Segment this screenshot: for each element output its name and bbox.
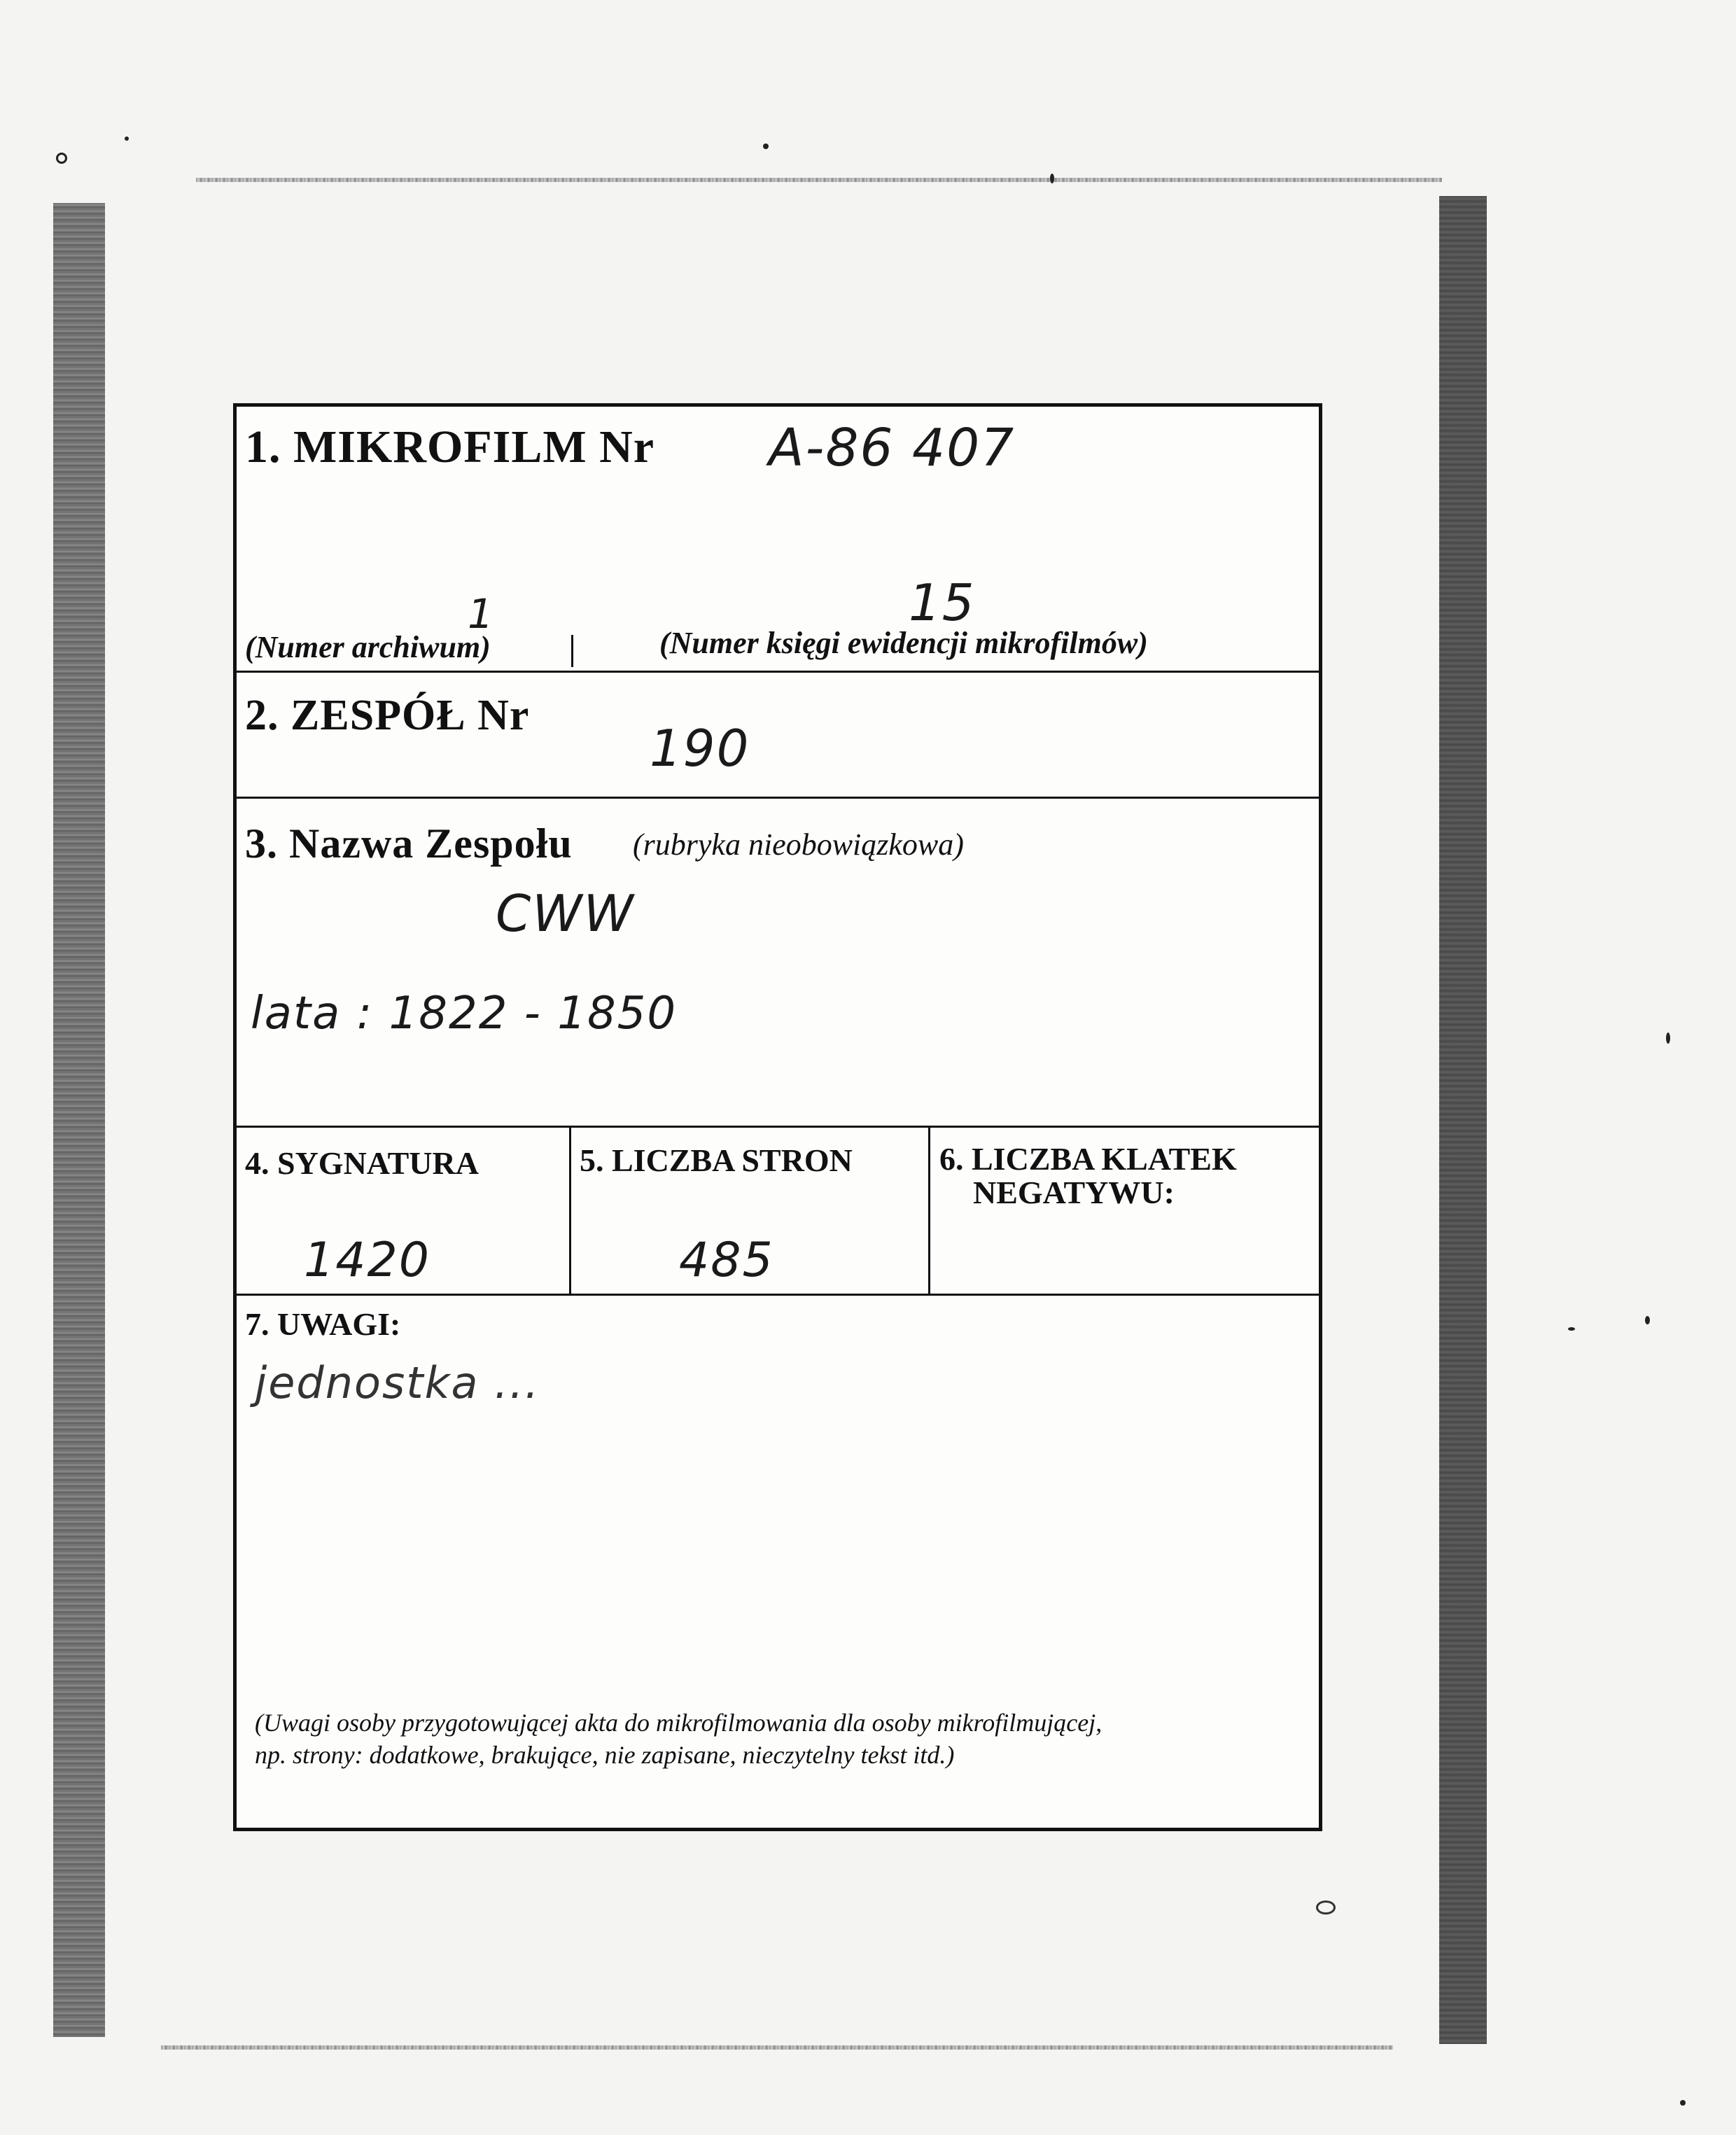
remarks-instructions-line2: np. strony: dodatkowe, brakujące, nie zapisane, nieczytelny tekst itd.) — [255, 1741, 955, 1769]
column-divider — [569, 1128, 571, 1296]
section-remarks — [237, 1296, 1319, 1835]
bottom-film-strip — [161, 2045, 1393, 2050]
microfilm-number-value: A-86 407 — [769, 418, 1016, 478]
page-count-label: 5. LICZBA STRON — [580, 1142, 853, 1178]
remarks-label: 7. UWAGI: — [245, 1306, 401, 1342]
signature-value: 1420 — [304, 1233, 431, 1288]
fonds-number-value: 190 — [650, 719, 750, 778]
section-fonds-name — [237, 799, 1319, 1128]
remarks-value: jednostka ... — [255, 1357, 540, 1408]
scan-speck — [56, 153, 67, 164]
fonds-name-optional-note: (rubryka nieobowiązkowa) — [633, 827, 964, 862]
section-signature-pages-frames — [237, 1128, 1319, 1296]
fonds-name-value: CWW — [496, 884, 635, 943]
microfilm-number-label: 1. MIKROFILM Nr — [245, 421, 655, 472]
register-number-value: 15 — [909, 573, 976, 632]
right-film-edge — [1439, 196, 1487, 2044]
negative-frames-label-line2: NEGATYWU: — [973, 1175, 1175, 1210]
scan-speck — [1316, 1900, 1336, 1914]
remarks-instructions-line1: (Uwagi osoby przygotowującej akta do mikrofilmowania dla osoby mikrofilmującej, — [255, 1709, 1102, 1737]
scan-speck — [1680, 2100, 1686, 2106]
negative-frames-label: 6. LICZBA KLATEK — [939, 1141, 1237, 1177]
scan-speck — [1645, 1316, 1650, 1324]
register-number-label: (Numer księgi ewidencji mikrofilmów) — [659, 626, 1148, 660]
scan-speck — [125, 136, 129, 141]
section-microfilm-number — [237, 407, 1319, 673]
scan-speck — [1666, 1032, 1670, 1044]
scan-speck — [763, 144, 769, 149]
fonds-number-label: 2. ZESPÓŁ Nr — [245, 692, 530, 739]
fonds-name-label: 3. Nazwa Zespołu — [245, 820, 573, 867]
signature-label: 4. SYGNATURA — [245, 1145, 479, 1181]
fonds-years-value: lata : 1822 - 1850 — [251, 988, 678, 1040]
column-divider — [928, 1128, 930, 1296]
page-count-value: 485 — [679, 1233, 774, 1288]
left-film-edge — [53, 203, 105, 2037]
archive-number-divider — [571, 635, 573, 667]
section-fonds-number — [237, 673, 1319, 799]
archive-number-value: 1 — [468, 590, 495, 638]
scan-speck — [1050, 174, 1054, 183]
microfilm-form-card — [233, 403, 1322, 1831]
scan-speck — [1568, 1327, 1575, 1331]
top-film-strip — [196, 178, 1442, 182]
archive-number-label: (Numer archiwum) — [245, 630, 491, 664]
